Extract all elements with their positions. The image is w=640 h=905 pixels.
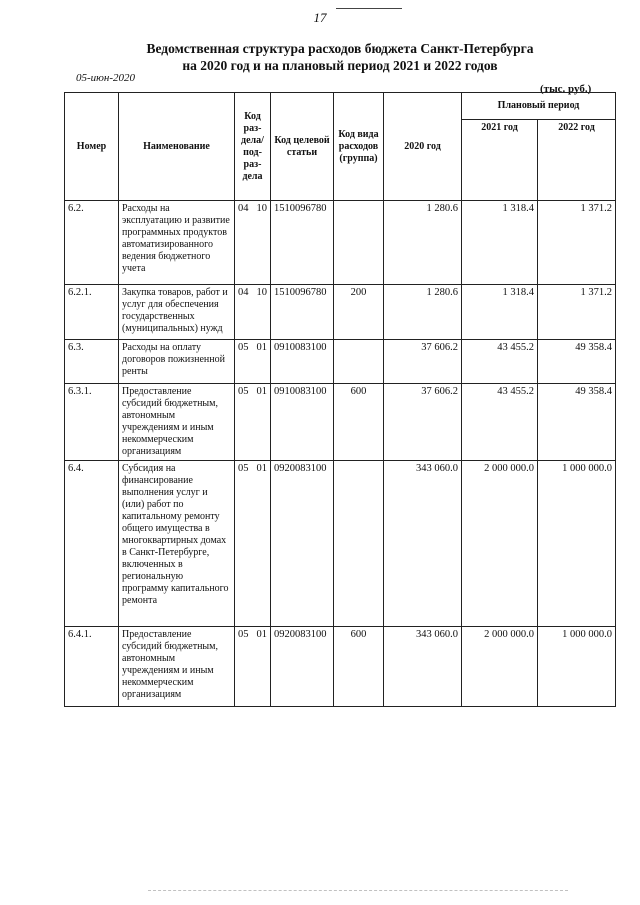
row-amount-2022: 49 358.4 xyxy=(538,340,616,384)
row-amount-2022: 1 371.2 xyxy=(538,285,616,340)
row-amount-2020: 37 606.2 xyxy=(384,340,462,384)
row-section-code xyxy=(235,340,271,384)
row-expense-type xyxy=(334,461,384,627)
row-section-code xyxy=(235,627,271,707)
row-amount-2021: 43 455.2 xyxy=(462,384,538,461)
row-name: Закупка товаров, работ и услуг для обеспечения государственных (муниципальных) нужд xyxy=(119,285,235,340)
title-line-1: Ведомственная структура расходов бюджета Санкт-Петербурга xyxy=(146,41,534,56)
table-row xyxy=(65,340,616,384)
row-expense-type xyxy=(334,340,384,384)
header-2021: 2021 год xyxy=(462,120,538,201)
row-target-code: 0920083100 xyxy=(271,461,334,627)
row-amount-2020: 343 060.0 xyxy=(384,461,462,627)
title-line-2: на 2020 год и на плановый период 2021 и 2022 годов xyxy=(182,58,498,73)
row-number: 6.4. xyxy=(65,461,119,627)
table-header-row xyxy=(65,93,616,120)
top-rule xyxy=(336,8,402,9)
section: 05 xyxy=(238,342,249,353)
table-row xyxy=(65,384,616,461)
section: 05 xyxy=(238,629,249,640)
row-target-code: 0920083100 xyxy=(271,627,334,707)
row-amount-2021: 1 318.4 xyxy=(462,201,538,285)
subsection: 10 xyxy=(256,203,267,214)
page-number: 17 xyxy=(313,10,327,25)
row-amount-2020: 1 280.6 xyxy=(384,201,462,285)
row-target-code: 0910083100 xyxy=(271,384,334,461)
row-number: 6.2. xyxy=(65,201,119,285)
header-section-code: Код раз-дела/ под-раз-дела xyxy=(235,93,271,201)
row-number: 6.3. xyxy=(65,340,119,384)
table-row xyxy=(65,461,616,627)
table-row xyxy=(65,285,616,340)
header-2020: 2020 год xyxy=(384,93,462,201)
row-amount-2021: 43 455.2 xyxy=(462,340,538,384)
row-number: 6.3.1. xyxy=(65,384,119,461)
row-amount-2021: 1 318.4 xyxy=(462,285,538,340)
row-name: Предоставление субсидий бюджетным, автономным учреждениям и иным некоммерческим организациям xyxy=(119,384,235,461)
header-2022: 2022 год xyxy=(538,120,616,201)
table-body xyxy=(65,201,616,707)
header-expense-type: Код вида расходов (группа) xyxy=(334,93,384,201)
row-target-code: 0910083100 xyxy=(271,340,334,384)
header-number: Номер xyxy=(65,93,119,201)
scan-artifact-marks xyxy=(148,890,568,895)
budget-table xyxy=(64,92,616,707)
row-amount-2020: 1 280.6 xyxy=(384,285,462,340)
row-amount-2020: 37 606.2 xyxy=(384,384,462,461)
row-expense-type xyxy=(334,201,384,285)
units-label: (тыс. руб.) xyxy=(540,83,592,95)
section: 04 xyxy=(238,203,249,214)
date-stamp: 05-июн-2020 xyxy=(76,72,136,84)
section: 05 xyxy=(238,386,249,397)
subsection: 01 xyxy=(256,463,267,474)
subsection: 01 xyxy=(256,629,267,640)
row-expense-type: 600 xyxy=(334,627,384,707)
row-amount-2022: 49 358.4 xyxy=(538,384,616,461)
row-name: Расходы на эксплуатацию и развитие программных продуктов автоматизированного ведения бюджетного учета xyxy=(119,201,235,285)
subsection: 01 xyxy=(256,342,267,353)
row-expense-type: 600 xyxy=(334,384,384,461)
row-amount-2022: 1 000 000.0 xyxy=(538,627,616,707)
row-name: Расходы на оплату договоров пожизненной ренты xyxy=(119,340,235,384)
table-row xyxy=(65,201,616,285)
row-target-code: 1510096780 xyxy=(271,201,334,285)
row-section-code xyxy=(235,384,271,461)
row-amount-2020: 343 060.0 xyxy=(384,627,462,707)
row-section-code xyxy=(235,285,271,340)
document-title xyxy=(110,40,570,74)
header-planned-period: Плановый период xyxy=(462,93,616,120)
header-name: Наименование xyxy=(119,93,235,201)
row-amount-2022: 1 000 000.0 xyxy=(538,461,616,627)
row-name: Субсидия на финансирование выполнения услуг и (или) работ по капитальному ремонту общего имущества в многоквартирных домах в Санкт-Петербурге, включенных в региональную программу капитального ремонта xyxy=(119,461,235,627)
row-number: 6.4.1. xyxy=(65,627,119,707)
row-amount-2021: 2 000 000.0 xyxy=(462,627,538,707)
row-target-code: 1510096780 xyxy=(271,285,334,340)
subsection: 01 xyxy=(256,386,267,397)
row-expense-type: 200 xyxy=(334,285,384,340)
row-name: Предоставление субсидий бюджетным, автономным учреждениям и иным некоммерческим организациям xyxy=(119,627,235,707)
header-target-code: Код целевой статьи xyxy=(271,93,334,201)
table-row xyxy=(65,627,616,707)
row-amount-2022: 1 371.2 xyxy=(538,201,616,285)
row-number: 6.2.1. xyxy=(65,285,119,340)
row-section-code xyxy=(235,201,271,285)
section: 05 xyxy=(238,463,249,474)
section: 04 xyxy=(238,287,249,298)
row-amount-2021: 2 000 000.0 xyxy=(462,461,538,627)
row-section-code xyxy=(235,461,271,627)
subsection: 10 xyxy=(256,287,267,298)
